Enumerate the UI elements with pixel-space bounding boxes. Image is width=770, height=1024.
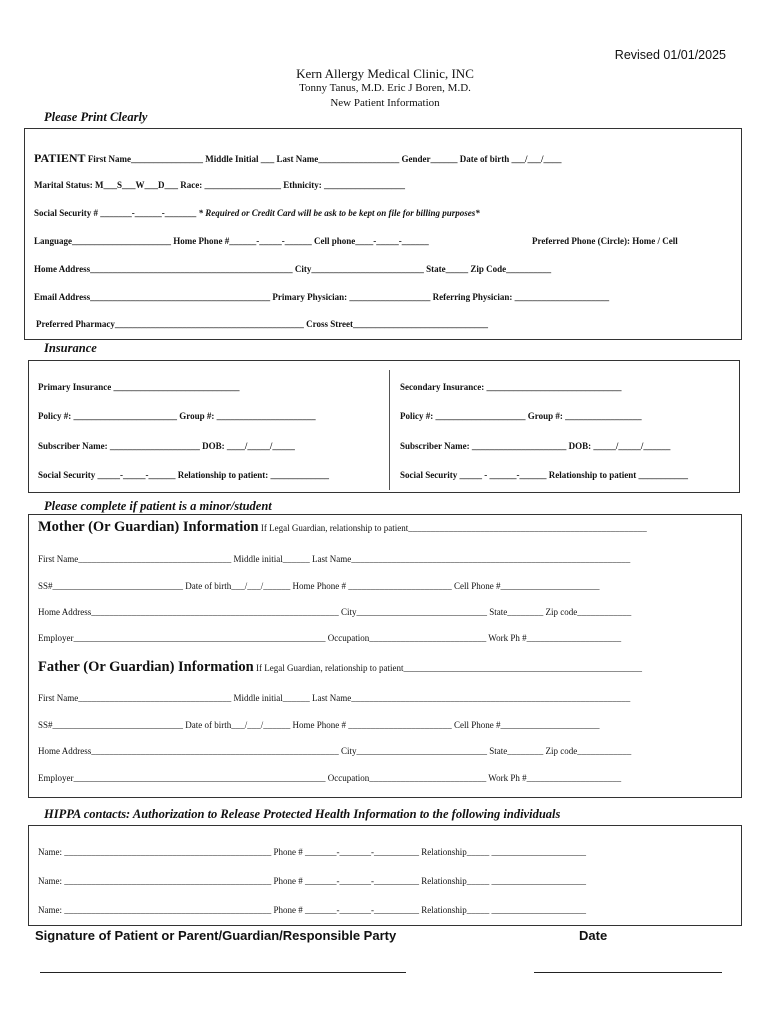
print-clearly-heading: Please Print Clearly: [44, 110, 148, 124]
father-address-row[interactable]: Home Address_______________________________________________________ City_____________________________ State________ Zip code____________: [38, 746, 632, 756]
mother-name-row[interactable]: First Name__________________________________ Middle initial______ Last Name______________________________________________________________: [38, 554, 631, 564]
secondary-subscriber[interactable]: Subscriber Name: _____________________ DOB: _____/_____/______: [400, 441, 671, 451]
father-ssn-row[interactable]: SS#_____________________________ Date of birth___/___/______ Home Phone # _______________________ Cell Phone #______________________: [38, 720, 600, 730]
signature-label: Signature of Patient or Parent/Guardian/Responsible Party: [35, 928, 397, 943]
mother-relationship-field[interactable]: If Legal Guardian, relationship to patient_____________________________________________________: [260, 523, 647, 533]
mother-ssn-row[interactable]: SS#_____________________________ Date of birth___/___/______ Home Phone # _______________________ Cell Phone #______________________: [38, 581, 600, 591]
form-subtitle: New Patient Information: [330, 97, 440, 109]
doctor-names: Tonny Tanus, M.D. Eric J Boren, M.D.: [299, 82, 471, 94]
minor-heading: Please complete if patient is a minor/student: [44, 499, 272, 513]
marital-race-row[interactable]: Marital Status: M___S___W___D___ Race: _________________ Ethnicity: __________________: [34, 180, 405, 190]
language-phone-row[interactable]: Language______________________ Home Phone #______-_____-______ Cell phone____-_____-______: [34, 236, 429, 246]
primary-ssn[interactable]: Social Security _____-_____-______ Relationship to patient: _____________: [38, 470, 329, 480]
mother-heading-row: [38, 519, 647, 536]
ssn-field[interactable]: Social Security # _______-______-_______: [34, 208, 197, 218]
revised-date: Revised 01/01/2025: [614, 48, 726, 62]
home-address-row[interactable]: Home Address_____________________________________________ City_________________________ State_____ Zip Code__________: [34, 264, 552, 274]
signature-line[interactable]: [40, 972, 406, 973]
mother-address-row[interactable]: Home Address_______________________________________________________ City_____________________________ State________ Zip code____________: [38, 607, 632, 617]
secondary-policy[interactable]: Policy #: ____________________ Group #: _________________: [400, 411, 642, 421]
insurance-heading: Insurance: [44, 341, 97, 355]
patient-label: PATIENT: [34, 151, 86, 165]
primary-insurance[interactable]: Primary Insurance ____________________________: [38, 382, 240, 392]
mother-heading: Mother (Or Guardian) Information: [38, 519, 259, 535]
hippa-heading: HIPPA contacts: Authorization to Release Protected Health Information to the following individuals: [44, 807, 561, 821]
hippa-contact-1[interactable]: Name: ______________________________________________ Phone # _______-_______-__________ Relationship_____ _____________________: [38, 847, 586, 857]
email-physician-row[interactable]: Email Address________________________________________ Primary Physician: __________________ Referring Physician: _____________________: [34, 292, 610, 302]
clinic-name: Kern Allergy Medical Clinic, INC: [296, 66, 474, 81]
ssn-row[interactable]: [34, 208, 480, 218]
secondary-insurance[interactable]: Secondary Insurance: ______________________________: [400, 382, 622, 392]
primary-subscriber[interactable]: Subscriber Name: ____________________ DOB: ____/_____/_____: [38, 441, 295, 451]
father-heading: Father (Or Guardian) Information: [38, 659, 254, 675]
date-label: Date: [579, 928, 608, 943]
father-heading-row: [38, 659, 642, 676]
pharmacy-row[interactable]: Preferred Pharmacy__________________________________________ Cross Street______________________________: [36, 319, 489, 329]
insurance-divider: [389, 370, 390, 490]
father-employer-row[interactable]: Employer________________________________________________________ Occupation__________________________ Work Ph #_____________________: [38, 773, 622, 783]
father-name-row[interactable]: First Name__________________________________ Middle initial______ Last Name______________________________________________________________: [38, 693, 631, 703]
primary-policy[interactable]: Policy #: _______________________ Group #: ______________________: [38, 411, 316, 421]
father-relationship-field[interactable]: If Legal Guardian, relationship to patient_____________________________________________________: [256, 663, 642, 673]
patient-row-1[interactable]: [34, 151, 562, 166]
hippa-contact-3[interactable]: Name: ______________________________________________ Phone # _______-_______-__________ Relationship_____ _____________________: [38, 905, 586, 915]
date-line[interactable]: [534, 972, 722, 973]
secondary-ssn[interactable]: Social Security _____ - ______-______ Relationship to patient ___________: [400, 470, 688, 480]
ssn-required-note: * Required or Credit Card will be ask to be kept on file for billing purposes*: [198, 208, 480, 218]
preferred-phone[interactable]: Preferred Phone (Circle): Home / Cell: [532, 236, 678, 246]
hippa-contact-2[interactable]: Name: ______________________________________________ Phone # _______-_______-__________ Relationship_____ _____________________: [38, 876, 586, 886]
patient-name-fields[interactable]: First Name________________ Middle Initial ___ Last Name__________________ Gender______ Date of birth ___/___/____: [87, 154, 562, 164]
mother-employer-row[interactable]: Employer________________________________________________________ Occupation__________________________ Work Ph #_____________________: [38, 633, 622, 643]
